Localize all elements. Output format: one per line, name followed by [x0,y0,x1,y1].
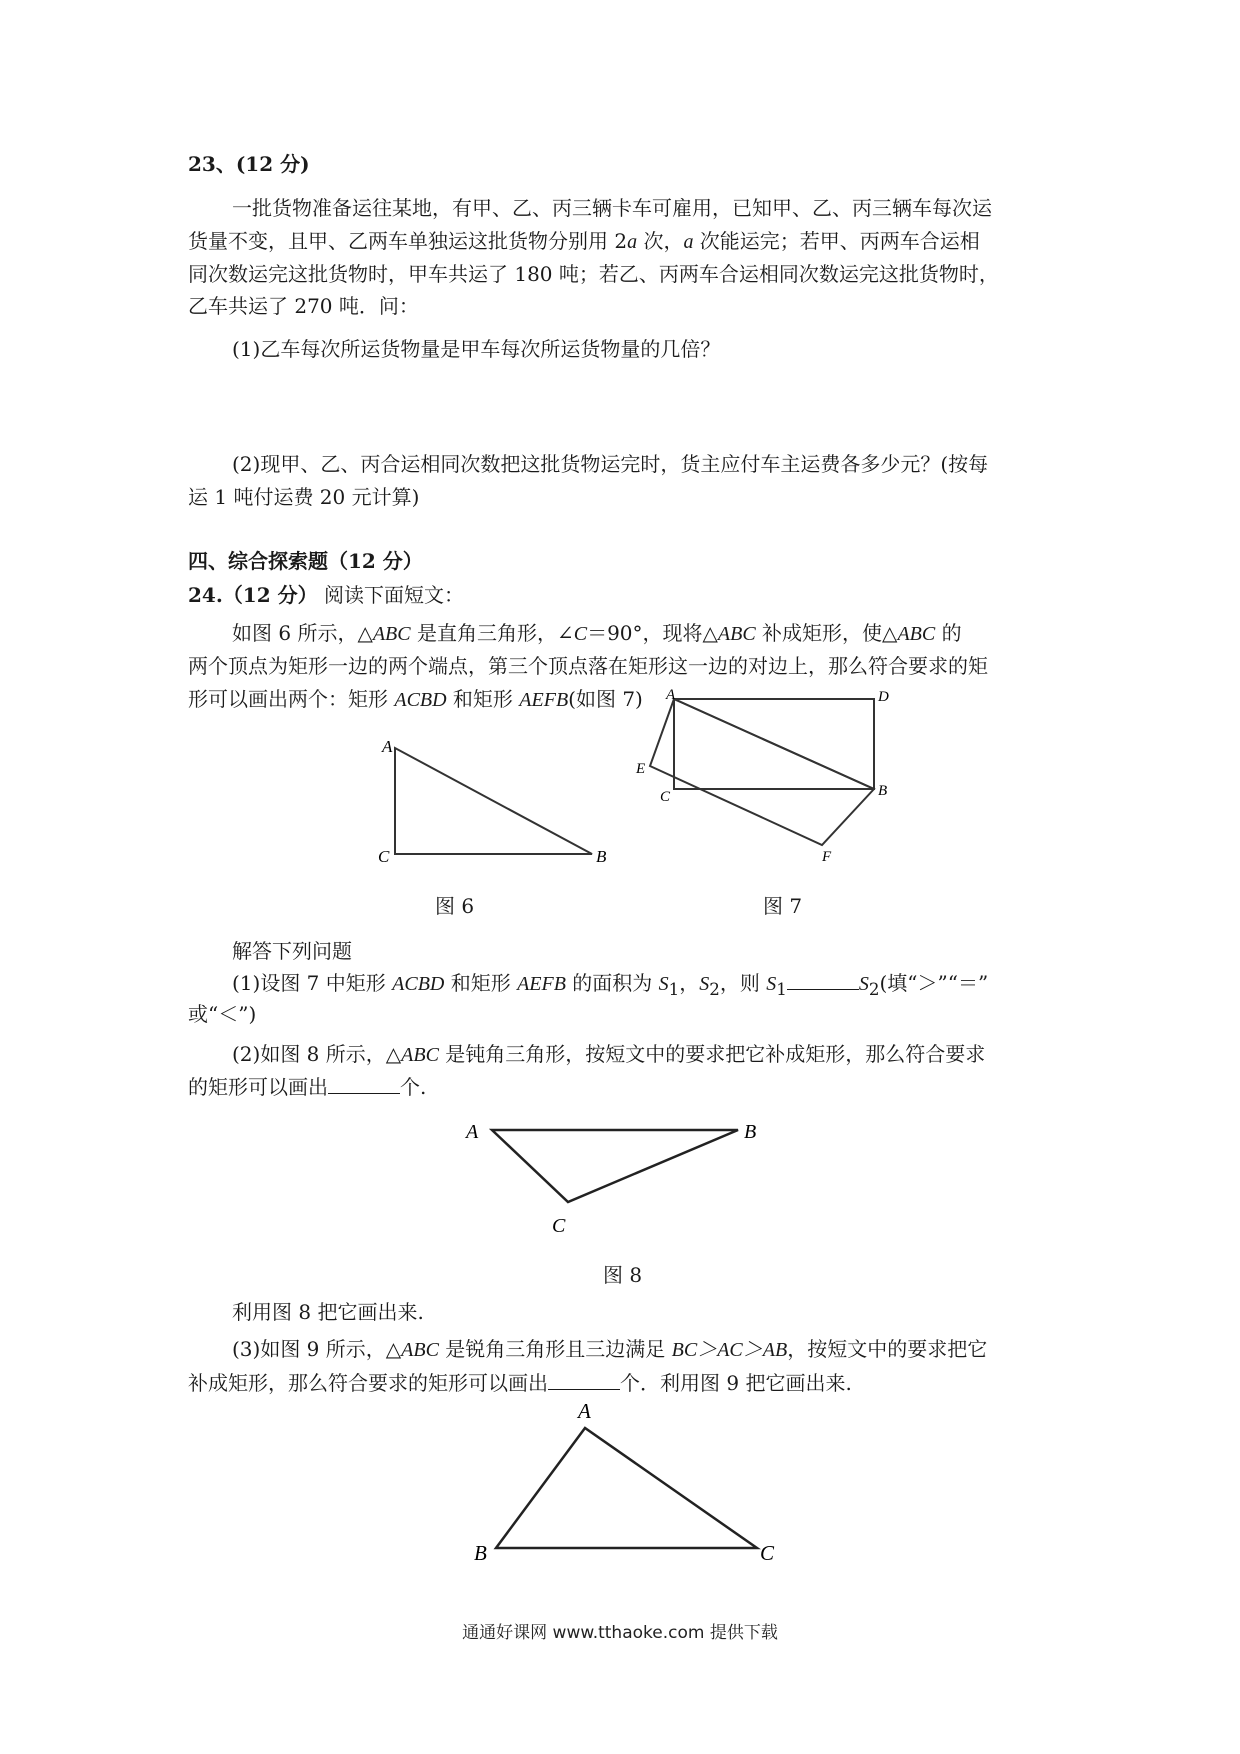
fig9-label-b: B [474,1541,487,1564]
sub3-line1: (3)如图 9 所示，△ABC 是锐角三角形且三边满足 BC＞AC＞AB，按短文中的要求把它 [232,1337,988,1361]
q24-para-line1: 如图 6 所示，△ABC 是直角三角形，∠C＝90°，现将△ABC 补成矩形，使△ABC 的 [232,621,962,645]
sub2-line2: 的矩形可以画出 个. [188,1075,427,1099]
fig9-label-c: C [760,1541,775,1564]
answer-blank-2[interactable] [328,1075,400,1094]
q23-part1: (1)乙车每次所运货物量是甲车每次所运货物量的几倍？ [232,337,721,361]
sub1-line2: 或“＜”) [188,1002,257,1026]
fig7-label-a: A [666,687,676,703]
q23-title: 23、(12 分) [188,152,310,176]
fig7-label-e: E [636,761,646,777]
fig8-label-b: B [744,1121,757,1143]
q23-text-line4: 乙车共运了 270 吨．问： [188,294,419,318]
q24-para-line2: 两个顶点为矩形一边的两个端点，第三个顶点落在矩形这一边的对边上，那么符合要求的矩 [188,654,988,678]
fig7-label-b: B [878,783,888,799]
fig7-caption: 图 7 [763,894,803,918]
fig6-label-a: A [382,737,393,756]
sub1-line1: (1)设图 7 中矩形 ACBD 和矩形 AEFB 的面积为 $S_1$，$S_2$，则 $S_1$ $S_2$(填“＞”“＝” [232,971,989,999]
q24-header: 24.（12 分） 阅读下面短文： [188,583,464,607]
fig6-caption: 图 6 [435,894,475,918]
answer-blank-3[interactable] [548,1371,620,1390]
q23-text-line3: 同次数运完这批货物时，甲车共运了 180 吨；若乙、丙两车合运相同次数运完这批货物时， [188,262,999,286]
fig9-label-a: A [578,1399,591,1423]
q23-header [188,150,1060,178]
fig7-label-c: C [660,789,671,805]
fig8-label-c: C [552,1215,566,1237]
fig8-caption: 图 8 [603,1263,643,1287]
figure-9-acute-triangle [468,1396,798,1564]
fig6-label-c: C [378,847,390,866]
figure-6-right-triangle [370,730,620,880]
sub3-line2: 补成矩形，那么符合要求的矩形可以画出 个．利用图 9 把它画出来. [188,1371,852,1395]
sub2-line1: (2)如图 8 所示，△ABC 是钝角三角形，按短文中的要求把它补成矩形，那么符合要求 [232,1042,986,1066]
q23-part2-line2: 运 1 吨付运费 20 元计算) [188,485,420,509]
figure-8-obtuse-triangle [460,1108,780,1238]
answer-blank-1[interactable] [787,971,859,990]
fig6-label-b: B [596,847,607,866]
fig7-label-f: F [822,849,832,865]
q23-text-line1: 一批货物准备运往某地，有甲、乙、丙三辆卡车可雇用，已知甲、乙、丙三辆车每次运 [232,196,992,220]
sub2-draw: 利用图 8 把它画出来. [232,1300,424,1324]
answer-intro: 解答下列问题 [232,939,352,963]
fig8-label-a: A [466,1121,479,1143]
fig7-label-d: D [878,689,889,705]
section-title: 四、综合探索题（12 分） [188,549,423,573]
figure-7-two-rectangles [620,685,890,870]
q23-text-line2: 货量不变，且甲、乙两车单独运这批货物分别用 2a 次，a 次能运完；若甲、丙两车合运相 [188,229,980,253]
q24-para-line3: 形可以画出两个：矩形 ACBD 和矩形 AEFB(如图 7) [188,687,643,711]
q23-part2-line1: (2)现甲、乙、丙合运相同次数把这批货物运完时，货主应付车主运费各多少元？(按每 [232,452,989,476]
footer-source: 通通好课网 www.tthaoke.com 提供下载 [462,1623,778,1643]
